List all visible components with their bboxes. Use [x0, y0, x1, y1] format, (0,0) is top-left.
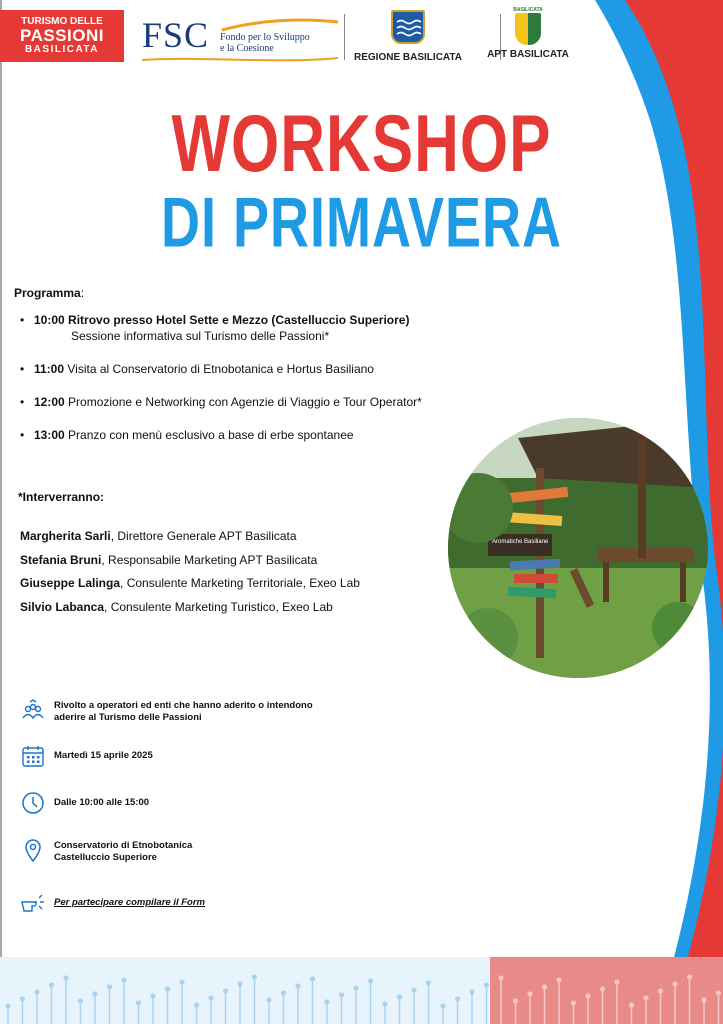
footer-flower [455, 996, 460, 1001]
footer-flower [208, 995, 213, 1000]
footer-flower [687, 974, 692, 979]
footer-flower [600, 986, 605, 991]
audience-info: Rivolto a operatori ed enti che hanno aderito o intendono aderire al Turismo delle Passioni [20, 698, 420, 728]
footer-flower [49, 982, 54, 987]
footer-flower [150, 993, 155, 998]
regione-basilicata-logo: REGIONE BASILICATA [352, 10, 464, 63]
pointing-hand-icon [20, 890, 46, 916]
fsc-swoosh-icon [220, 18, 340, 32]
footer-flower [324, 999, 329, 1004]
footer-flower [556, 977, 561, 982]
footer-flower [165, 986, 170, 991]
footer-flower [629, 1002, 634, 1007]
footer-flower [237, 981, 242, 986]
date-info: Martedì 15 aprile 2025 [20, 743, 320, 771]
footer-flower [63, 975, 68, 980]
calendar-icon [20, 743, 46, 769]
title-workshop: WORKSHOP [171, 99, 552, 189]
registration-form-link[interactable]: Per partecipare compilare il Form [20, 890, 320, 916]
footer-flower [469, 989, 474, 994]
footer-flower [107, 984, 112, 989]
footer-flower [672, 981, 677, 986]
speaker-item: Margherita Sarli, Direttore Generale APT Basilicata [20, 529, 297, 543]
footer-flower [194, 1002, 199, 1007]
footer-flower [484, 982, 489, 987]
speaker-item: Giuseppe Lalinga, Consulente Marketing Territoriale, Exeo Lab [20, 576, 360, 590]
list-item: • 10:00 Ritrovo presso Hotel Sette e Mezzo (Castelluccio Superiore) Sessione informativa sul Turismo delle Passioni* [20, 313, 410, 343]
apt-basilicata-logo: BASILICATA APT BASILICATA [487, 7, 569, 60]
list-item: • 13:00 Pranzo con menù esclusivo a base di erbe spontanee [20, 428, 354, 442]
interverranno-heading: *Interverranno: [18, 490, 105, 504]
footer-flower [310, 976, 315, 981]
clock-icon [20, 790, 46, 816]
footer-flower [585, 993, 590, 998]
footer-flower [136, 1000, 141, 1005]
time-info: Dalle 10:00 alle 15:00 [20, 790, 320, 818]
footer-flower [281, 990, 286, 995]
footer-flower [513, 998, 518, 1003]
footer-flower [179, 979, 184, 984]
speakers-list [20, 525, 360, 619]
list-item: • 11:00 Visita al Conservatorio di Etnobotanica e Hortus Basiliano [20, 362, 374, 376]
footer-flower [5, 1003, 10, 1008]
footer-flower [92, 991, 97, 996]
header-divider [344, 14, 345, 60]
footer-flower [498, 975, 503, 980]
footer-flowers-decoration [0, 957, 723, 1024]
footer-flower [716, 990, 721, 995]
garden-photo [448, 418, 708, 678]
footer-flower [426, 980, 431, 985]
programma-list [20, 312, 490, 460]
footer-flower [339, 992, 344, 997]
footer-flower [440, 1003, 445, 1008]
apt-crest-icon [515, 13, 541, 45]
speaker-item: Silvio Labanca, Consulente Marketing Turistico, Exeo Lab [20, 599, 333, 614]
turismo-passioni-logo: TURISMO DELLE PASSIONI BASILICATA [0, 10, 124, 62]
footer-flower [34, 989, 39, 994]
footer-flower [643, 995, 648, 1000]
regione-crest-icon [391, 10, 425, 44]
footer-flower [295, 983, 300, 988]
footer-flower [252, 974, 257, 979]
footer-flower [121, 977, 126, 982]
footer-flower [368, 978, 373, 983]
people-icon [20, 698, 46, 724]
footer-flower [266, 997, 271, 1002]
footer-flower [223, 988, 228, 993]
footer-flower [353, 985, 358, 990]
location-pin-icon [20, 838, 46, 864]
title-di-primavera: DI PRIMAVERA [160, 184, 563, 263]
location-info: Conservatorio di Etnobotanica Castelluccio Superiore [20, 838, 320, 868]
footer-flower [382, 1001, 387, 1006]
footer-flower [78, 998, 83, 1003]
speaker-item: Stefania Bruni, Responsabile Marketing APT Basilicata [20, 552, 318, 567]
footer-flower [527, 991, 532, 996]
programma-heading: Programma: [14, 286, 85, 300]
fsc-underline-icon [140, 54, 340, 64]
footer-flower [658, 988, 663, 993]
footer-flower [20, 996, 25, 1001]
footer-flower [614, 979, 619, 984]
footer-flower [701, 997, 706, 1002]
list-item: • 12:00 Promozione e Networking con Agenzie di Viaggio e Tour Operator* [20, 395, 422, 409]
footer-flower [571, 1000, 576, 1005]
footer-flower [411, 987, 416, 992]
footer-flower [542, 984, 547, 989]
svg-text:Aromatiche Basiliane: Aromatiche Basiliane [492, 539, 549, 545]
footer-flower [397, 994, 402, 999]
